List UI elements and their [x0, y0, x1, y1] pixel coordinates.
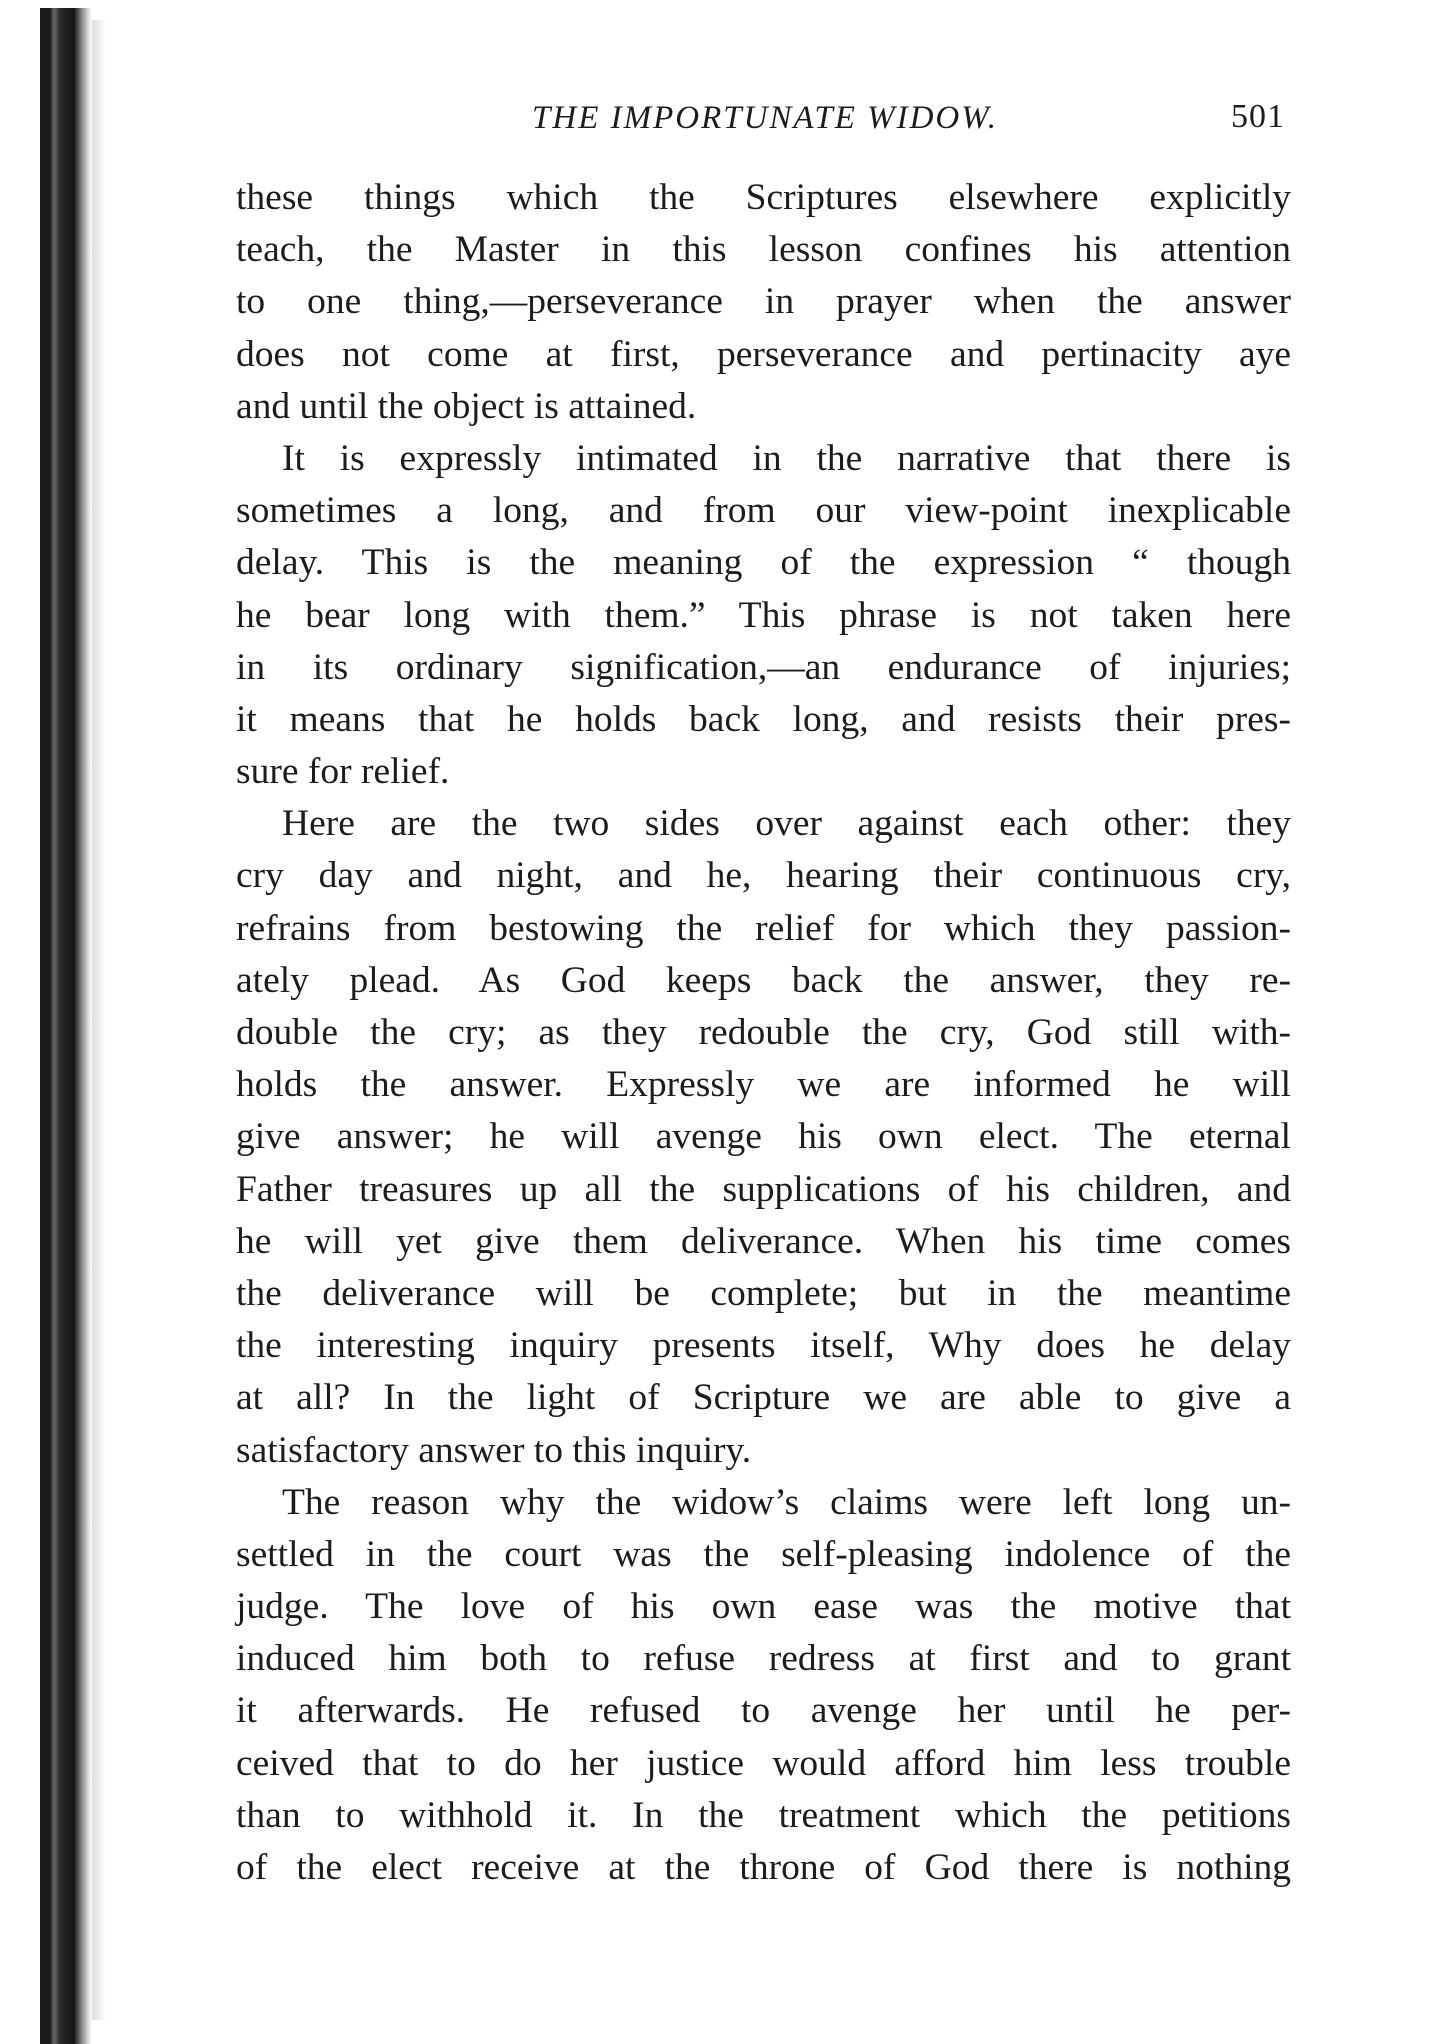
- text-line: at all? In the light of Scripture we are able to give a: [236, 1377, 1291, 1419]
- text-line: ceived that to do her justice would afford him less trouble: [236, 1742, 1291, 1784]
- running-head: [235, 96, 1295, 146]
- gutter-shading: [92, 20, 106, 2020]
- text-line: satisfactory answer to this inquiry.: [236, 1429, 752, 1471]
- text-line: than to withhold it. In the treatment which the petitions: [236, 1794, 1291, 1836]
- text-line: it means that he holds back long, and resists their pres-: [236, 698, 1291, 740]
- text-line: ately plead. As God keeps back the answer, they re-: [236, 959, 1291, 1001]
- text-line: induced him both to refuse redress at first and to grant: [236, 1638, 1291, 1680]
- text-line: Here are the two sides over against each other: they: [282, 803, 1291, 845]
- text-line: delay. This is the meaning of the expression “ though: [236, 542, 1291, 584]
- text-line: give answer; he will avenge his own elect. The eternal: [236, 1116, 1291, 1158]
- text-line: Father treasures up all the supplications of his children, and: [236, 1168, 1291, 1210]
- text-line: it afterwards. He refused to avenge her until he per-: [236, 1690, 1291, 1732]
- paragraph: [236, 172, 1291, 433]
- text-line: the deliverance will be complete; but in the meantime: [236, 1272, 1291, 1314]
- text-body: [236, 172, 1291, 1894]
- text-line: to one thing,—perseverance in prayer when the answer: [236, 281, 1291, 323]
- text-line: double the cry; as they redouble the cry, God still with-: [236, 1012, 1291, 1053]
- text-line: teach, the Master in this lesson confines his attention: [236, 229, 1291, 271]
- text-line: holds the answer. Expressly we are informed he will: [236, 1064, 1291, 1106]
- text-line: he bear long with them.” This phrase is not taken here: [236, 594, 1291, 636]
- text-line: cry day and night, and he, hearing their continuous cry,: [236, 855, 1291, 897]
- text-line: does not come at first, perseverance and pertinacity aye: [236, 333, 1291, 375]
- text-line: sure for relief.: [236, 751, 450, 793]
- text-line: the interesting inquiry presents itself, Why does he delay: [236, 1325, 1291, 1367]
- text-line: in its ordinary signification,—an endurance of injuries;: [236, 646, 1291, 688]
- paragraph: [236, 433, 1291, 798]
- text-line: refrains from bestowing the relief for which they passion-: [236, 907, 1291, 949]
- text-line: he will yet give them deliverance. When his time comes: [236, 1220, 1291, 1262]
- text-line: judge. The love of his own ease was the motive that: [236, 1586, 1291, 1628]
- text-line: sometimes a long, and from our view-point inexplicable: [236, 490, 1291, 532]
- page-number: 501: [1231, 98, 1285, 135]
- paragraph: [236, 798, 1291, 1476]
- text-line: of the elect receive at the throne of God there is nothing: [236, 1847, 1291, 1888]
- text-line: The reason why the widow’s claims were left long un-: [282, 1481, 1291, 1523]
- text-line: these things which the Scriptures elsewhere explicitly: [236, 177, 1291, 218]
- paragraph: [236, 1477, 1291, 1895]
- running-title: THE IMPORTUNATE WIDOW.: [532, 100, 998, 136]
- text-line: settled in the court was the self-pleasing indolence of the: [236, 1533, 1291, 1575]
- text-line: and until the object is attained.: [236, 385, 697, 427]
- text-line: It is expressly intimated in the narrative that there is: [282, 437, 1291, 479]
- book-spine-shadow: [40, 8, 92, 2044]
